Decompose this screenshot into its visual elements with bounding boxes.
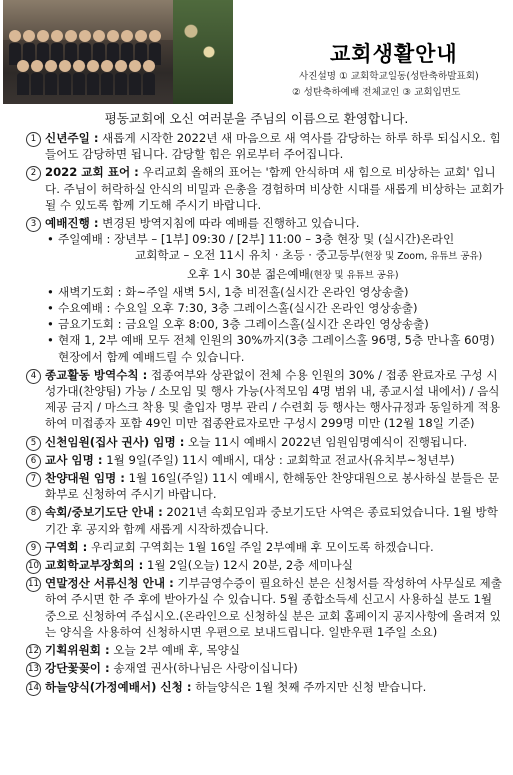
announcement-item [26, 130, 504, 162]
bullet-item: • 새벽기도회 : 화~주일 새벽 5시, 1층 비전홀(실시간 온라인 영상송출) [45, 284, 504, 300]
bullet-item: • 수요예배 : 수요일 오후 7:30, 3층 그레이스홀(실시간 온라인 영상송출) [45, 300, 504, 316]
church-group-photo [3, 0, 233, 104]
item-number: 9 [26, 541, 41, 556]
item-number: 10 [26, 559, 41, 574]
item-number: 3 [26, 217, 41, 232]
header [0, 0, 513, 106]
item-text: 변경된 방역지침에 따라 예배를 진행하고 있습니다. [98, 216, 360, 231]
item-number: 2 [26, 166, 41, 181]
announcement-item [26, 452, 504, 468]
item-title: 속회/중보기도단 안내 : [45, 505, 163, 520]
item-number: 12 [26, 644, 41, 659]
item-number: 13 [26, 662, 41, 677]
item-number: 5 [26, 436, 41, 451]
item-number: 4 [26, 369, 41, 384]
item-title: 찬양대원 임명 : [45, 471, 125, 486]
announcement-item [26, 504, 504, 536]
item-title: 2022 교회 표어 : [45, 165, 139, 180]
item-title: 예배진행 : [45, 216, 99, 231]
item-title: 교회학교부장회의 : [45, 558, 144, 573]
item-text: 오늘 2부 예배 후, 목양실 [109, 643, 240, 658]
item-title: 신천임원(집사 권사) 임명 : [45, 434, 185, 449]
item-title: 기획위원회 : [45, 643, 110, 658]
announcement-item [26, 557, 504, 573]
item-title: 교사 임명 : [45, 452, 103, 467]
item-text: 2021년 속회모임과 중보기도단 사역은 종료되었습니다. 1월 방학기간 후 공지와 함께 새롭게 시작하겠습니다. [45, 505, 498, 536]
announcement-item [26, 642, 504, 658]
announcement-item [26, 470, 504, 502]
bullet-item: • 주일예배 : 장년부 – [1부] 09:30 / [2부] 11:00 – 3층 현장 및 (실시간)온라인 [45, 231, 504, 247]
item-text: 우리교회 구역회는 1월 16일 주일 2부예배 후 모이도록 하겠습니다. [87, 539, 434, 554]
item-title: 신년주일 : [45, 131, 99, 145]
announcement-list [26, 130, 504, 697]
announcement-item [26, 575, 504, 640]
item-number: 1 [26, 132, 41, 147]
announcement-item [26, 660, 504, 676]
item-text: 오늘 11시 예배시 2022년 임원임명예식이 진행됩니다. [184, 434, 468, 449]
young-worship: 오후 1시 30분 젊은예배(현장 및 유튜브 공유) [187, 266, 399, 281]
item-number: 11 [26, 577, 41, 592]
item-text: 새롭게 시작한 2022년 새 마음으로 새 역사를 감당하는 하루 하루 되십시오. 힘들어도 감당하면 됩니다. 감당할 힘은 위로부터 주어집니다. [45, 131, 501, 162]
announcement-item [26, 539, 504, 555]
item-title: 하늘양식(가정예배서) 신청 : [45, 679, 192, 694]
school-schedule: 교회학교 – 오전 11시 유치 · 초등 · 중고등부(현장 및 Zoom, 유튜브 공유) [135, 248, 483, 263]
item-number: 6 [26, 454, 41, 469]
page-title: 교회생활안내 [330, 42, 458, 66]
bullet-item: • 금요기도회 : 금요일 오후 8:00, 3층 그레이스홀(실시간 온라인 영상송출) [45, 316, 504, 332]
item-title: 종교활동 방역수칙 : [45, 367, 148, 382]
announcement-item [26, 434, 504, 450]
item-text: 1월 9일(주일) 11시 예배시, 대상 : 교회학교 전교사(유치부~청년부) [102, 452, 455, 467]
item-title: 연말정산 서류신청 안내 : [45, 576, 174, 591]
item-text: 1월 2일(오늘) 12시 20분, 2층 세미나실 [143, 558, 353, 573]
item-text: 기부금영수증이 필요하신 분은 신청서를 작성하여 사무실로 제출하여 주시면 한 주 후에 받아가실 수 있습니다. 5월 종합소득세 신고시 사용하실 분도 1월 중으로 신청하여 주십시오.(온라인으로 신청하실 분은 교회 홈페이지 공지사항에 올려져 있는 양식을 사용하여 신청하시면 우편으로 보내드립니다. 일반우편 1주일 소요) [45, 576, 502, 639]
item-text: 송재열 권사(하나님은 사랑이십니다) [109, 661, 298, 676]
photo-caption-line1: 사진설명 ① 교회학교일동(성탄축하발표회) [299, 71, 479, 82]
item-number: 8 [26, 506, 41, 521]
item-title: 강단꽃꽂이 : [45, 661, 110, 676]
item-text: 우리교회 올해의 표어는 '함께 안식하며 새 힘으로 비상하는 교회' 입니다. 주님이 허락하실 안식의 비밀과 은총을 경험하며 비상한 시대를 새롭게 비상하는 교회가 될 수 있도록 함께 기도해 주시기 바랍니다. [45, 165, 504, 212]
welcome-message: 평동교회에 오신 여러분을 주님의 이름으로 환영합니다. [104, 111, 409, 126]
bullet-item: • 현재 1, 2부 예배 모두 전체 인원의 30%까지(3층 그레이스홀 96명, 5층 만나홀 60명) 현장에서 함께 예배드릴 수 있습니다. [45, 332, 504, 364]
item-number: 14 [26, 681, 41, 696]
photo-caption-line2: ② 성탄축하예배 전체교인 ③ 교회입면도 [292, 87, 461, 98]
announcement-item [26, 164, 504, 213]
item-title: 구역회 : [45, 539, 88, 554]
item-text: 하늘양식은 1월 첫째 주까지만 신청 받습니다. [191, 679, 427, 694]
item-text: 접종여부와 상관없이 전체 수용 인원의 30% / 접종 완료자로 구성 시 성가대(찬양팀) 가능 / 소모임 및 행사 가능(사적모임 4명 범위 내, 종교시설 내에서) / 음식 제공 금지 / 마스크 착용 및 출입자 명부 관리 / 수련회 등 행사는 행사규정과 동일하게 적용하여 미접종자 포함 49인 미만 접종완료자로만 구성시 299명 미만 (12월 18일 기준) [45, 367, 501, 431]
announcement-item [26, 679, 504, 695]
announcement-item [26, 367, 504, 432]
announcement-item [26, 215, 504, 365]
item-text: 1월 16일(주일) 11시 예배시, 한해동안 찬양대원으로 봉사하실 분들은 문화부로 신청하여 주시기 바랍니다. [45, 471, 499, 502]
item-number: 7 [26, 472, 41, 487]
